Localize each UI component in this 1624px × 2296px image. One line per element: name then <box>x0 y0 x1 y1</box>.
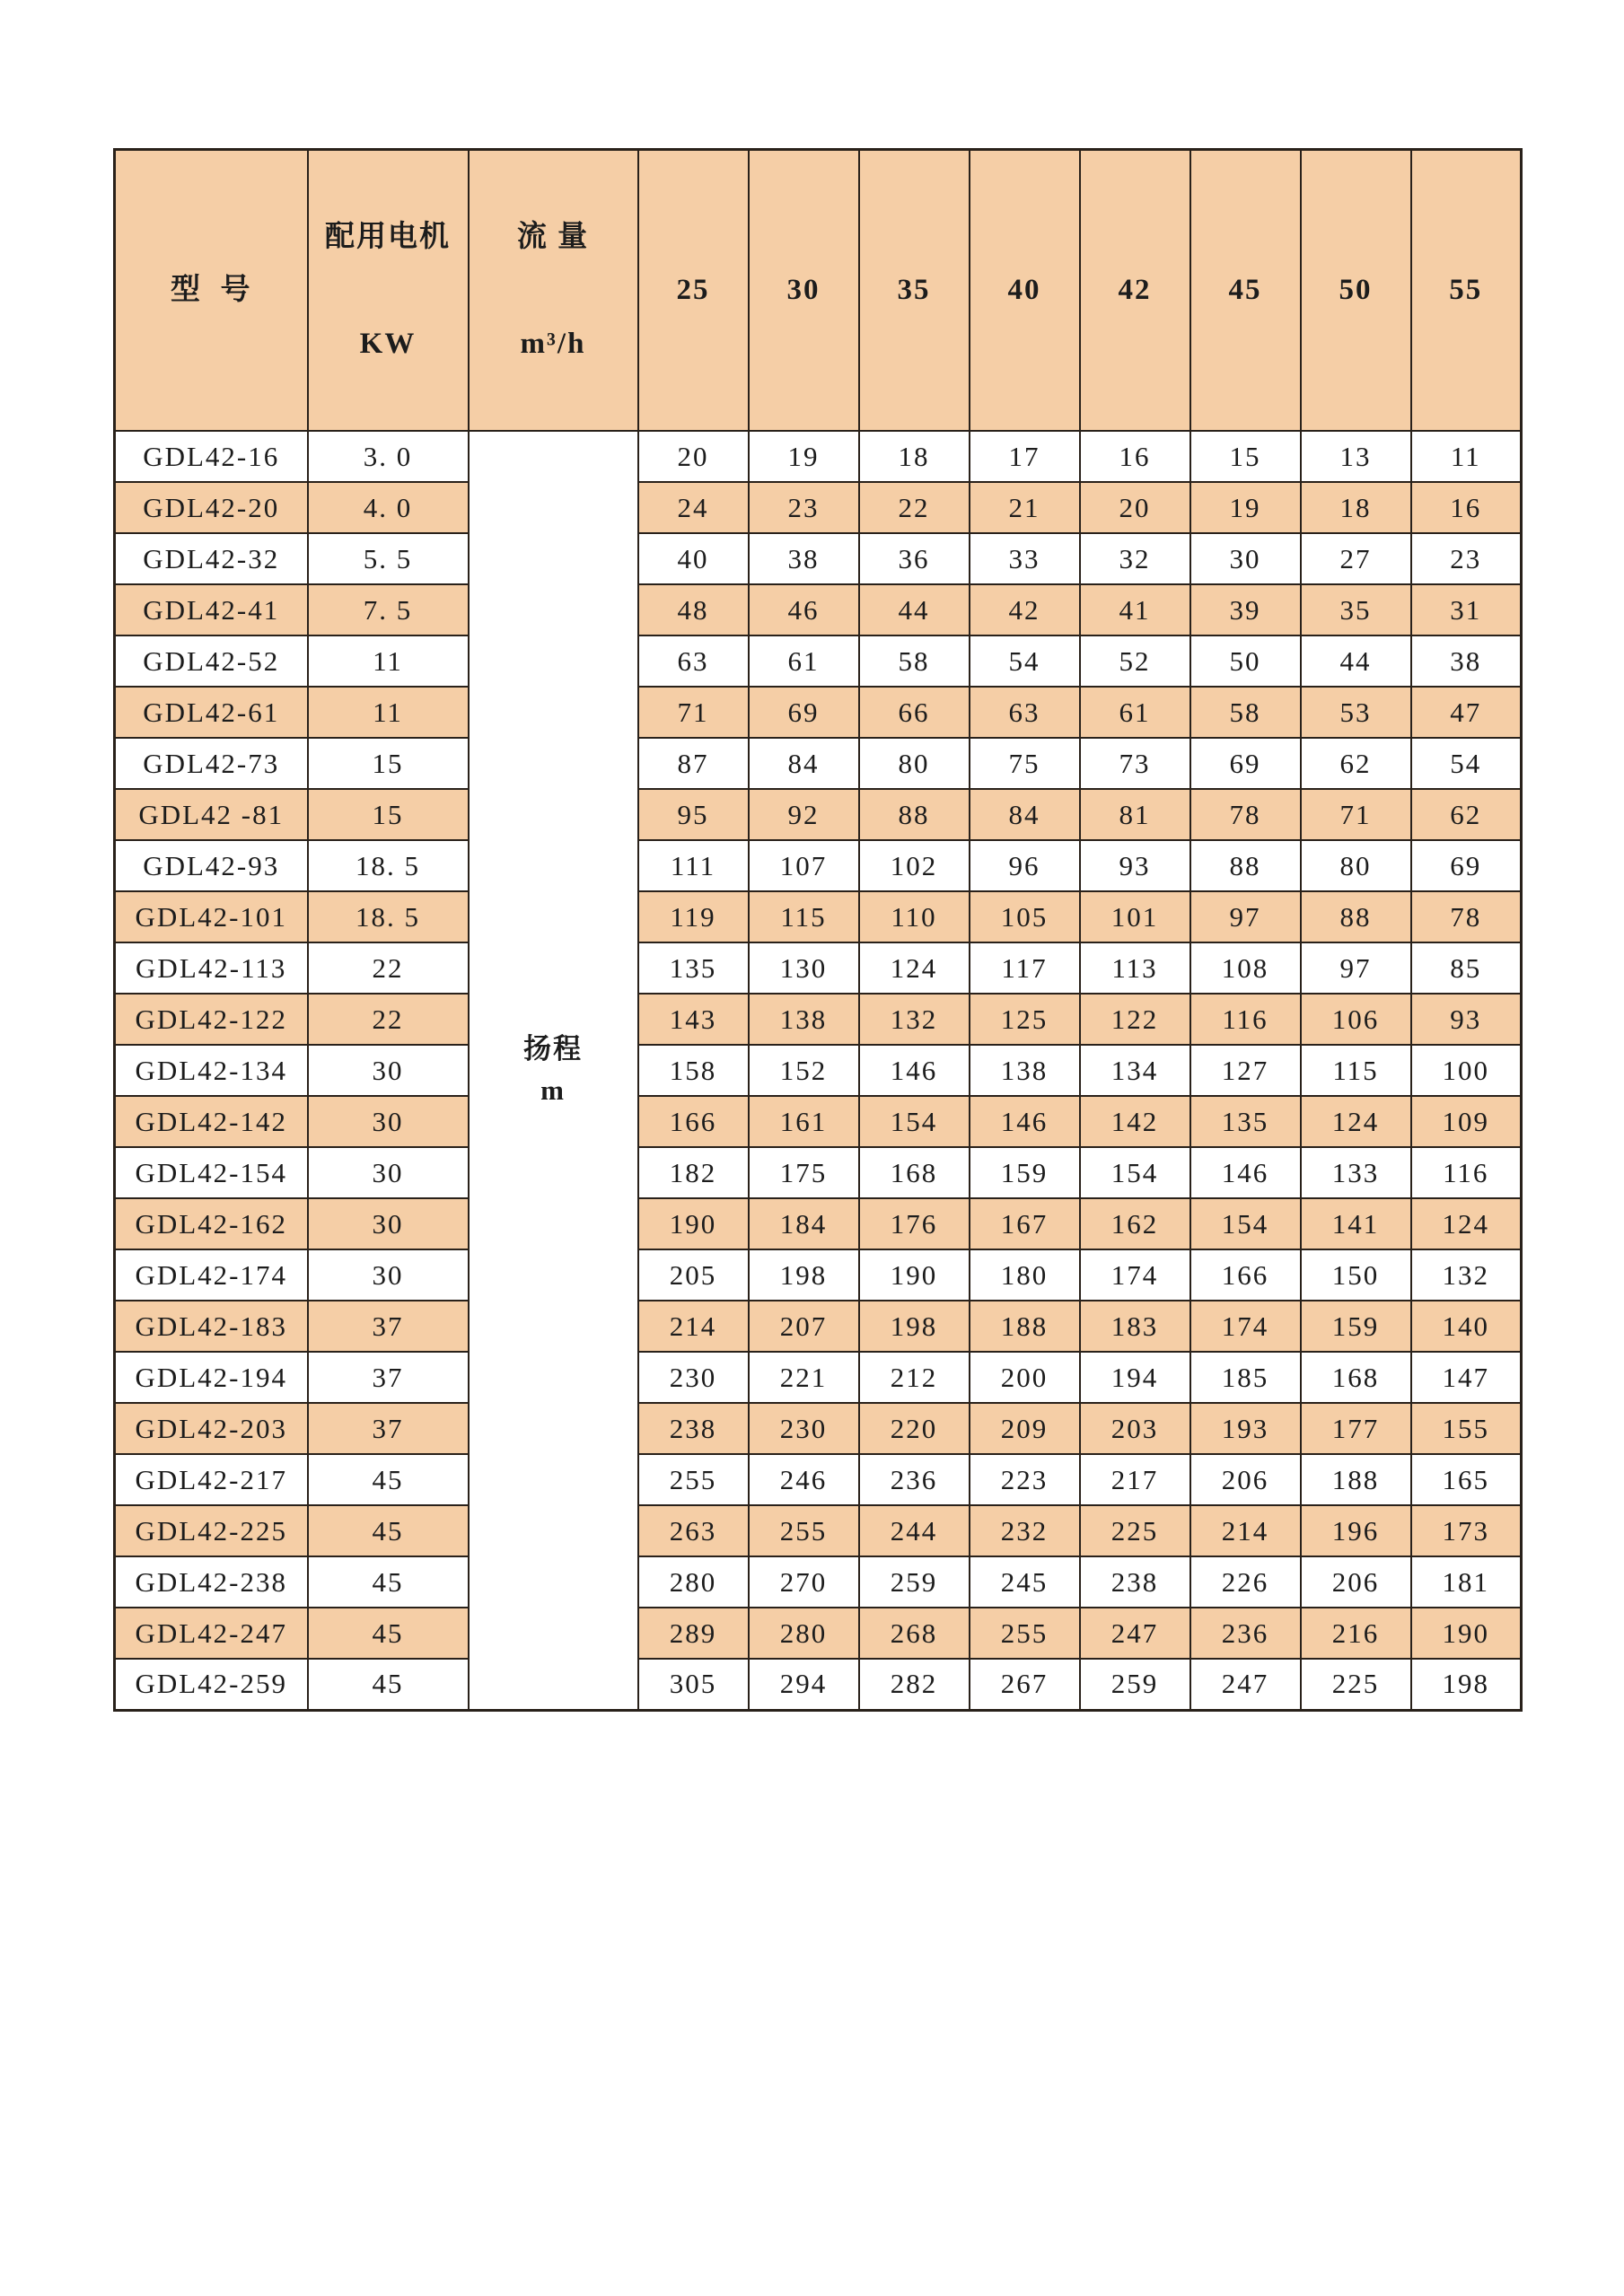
head-unit-merged-cell <box>469 431 638 1710</box>
head-value-cell: 113 <box>1080 942 1190 994</box>
model-cell: GDL42-113 <box>115 942 308 994</box>
head-value-cell: 71 <box>1301 789 1411 840</box>
table-row <box>115 942 1522 994</box>
head-value-cell: 88 <box>859 789 970 840</box>
head-value-cell: 38 <box>749 533 859 584</box>
head-value-cell: 40 <box>638 533 749 584</box>
head-value-cell: 30 <box>1190 533 1301 584</box>
head-value-cell: 220 <box>859 1403 970 1454</box>
head-value-cell: 305 <box>638 1659 749 1710</box>
head-value-cell: 19 <box>749 431 859 482</box>
model-cell: GDL42-41 <box>115 584 308 635</box>
head-value-cell: 81 <box>1080 789 1190 840</box>
motor-kw-cell: 15 <box>308 738 469 789</box>
model-cell: GDL42-32 <box>115 533 308 584</box>
head-unit: m <box>540 1074 566 1107</box>
head-value-cell: 58 <box>1190 687 1301 738</box>
motor-kw-cell: 30 <box>308 1096 469 1147</box>
head-value-cell: 125 <box>970 994 1080 1045</box>
model-header-label: 型 号 <box>171 274 252 307</box>
head-value-cell: 280 <box>638 1556 749 1608</box>
head-value-cell: 175 <box>749 1147 859 1198</box>
model-cell: GDL42-162 <box>115 1198 308 1249</box>
head-value-cell: 52 <box>1080 635 1190 687</box>
flow-rate-header-cell: 35 <box>859 150 970 432</box>
flow-rate-header-cell: 50 <box>1301 150 1411 432</box>
head-value-cell: 111 <box>638 840 749 891</box>
head-value-cell: 190 <box>1411 1608 1522 1659</box>
head-value-cell: 280 <box>749 1608 859 1659</box>
head-value-cell: 54 <box>970 635 1080 687</box>
head-value-cell: 95 <box>638 789 749 840</box>
head-value-cell: 13 <box>1301 431 1411 482</box>
motor-kw-cell: 3. 0 <box>308 431 469 482</box>
head-value-cell: 173 <box>1411 1505 1522 1556</box>
head-value-cell: 130 <box>749 942 859 994</box>
head-value-cell: 168 <box>859 1147 970 1198</box>
head-value-cell: 289 <box>638 1608 749 1659</box>
motor-kw-cell: 30 <box>308 1147 469 1198</box>
head-value-cell: 24 <box>638 482 749 533</box>
head-value-cell: 132 <box>1411 1249 1522 1301</box>
head-value-cell: 124 <box>859 942 970 994</box>
head-value-cell: 138 <box>970 1045 1080 1096</box>
head-value-cell: 133 <box>1301 1147 1411 1198</box>
head-value-cell: 127 <box>1190 1045 1301 1096</box>
motor-header-label: 配用电机 <box>325 221 451 253</box>
head-value-cell: 230 <box>638 1352 749 1403</box>
head-value-cell: 174 <box>1190 1301 1301 1352</box>
flow-rate-header-cell: 45 <box>1190 150 1301 432</box>
head-value-cell: 88 <box>1301 891 1411 942</box>
motor-kw-cell: 11 <box>308 687 469 738</box>
motor-kw-cell: 45 <box>308 1659 469 1710</box>
head-value-cell: 176 <box>859 1198 970 1249</box>
head-value-cell: 255 <box>638 1454 749 1505</box>
head-value-cell: 142 <box>1080 1096 1190 1147</box>
head-value-cell: 236 <box>1190 1608 1301 1659</box>
motor-kw-cell: 30 <box>308 1198 469 1249</box>
head-value-cell: 166 <box>1190 1249 1301 1301</box>
head-value-cell: 263 <box>638 1505 749 1556</box>
head-value-cell: 107 <box>749 840 859 891</box>
head-value-cell: 105 <box>970 891 1080 942</box>
head-value-cell: 147 <box>1411 1352 1522 1403</box>
head-value-cell: 166 <box>638 1096 749 1147</box>
table-row <box>115 1403 1522 1454</box>
head-value-cell: 116 <box>1411 1147 1522 1198</box>
model-cell: GDL42-259 <box>115 1659 308 1710</box>
model-cell: GDL42-134 <box>115 1045 308 1096</box>
head-value-cell: 141 <box>1301 1198 1411 1249</box>
table-row <box>115 1505 1522 1556</box>
flow-rate-header-cell: 25 <box>638 150 749 432</box>
head-value-cell: 62 <box>1411 789 1522 840</box>
head-value-cell: 255 <box>970 1608 1080 1659</box>
motor-kw-cell: 4. 0 <box>308 482 469 533</box>
header-row <box>115 150 1522 432</box>
head-value-cell: 247 <box>1080 1608 1190 1659</box>
motor-kw-cell: 22 <box>308 994 469 1045</box>
motor-kw-cell: 37 <box>308 1301 469 1352</box>
model-cell: GDL42-142 <box>115 1096 308 1147</box>
head-value-cell: 188 <box>1301 1454 1411 1505</box>
head-value-cell: 63 <box>638 635 749 687</box>
table-row <box>115 891 1522 942</box>
head-value-cell: 214 <box>1190 1505 1301 1556</box>
head-value-cell: 33 <box>970 533 1080 584</box>
head-value-cell: 124 <box>1411 1198 1522 1249</box>
head-value-cell: 185 <box>1190 1352 1301 1403</box>
model-cell: GDL42-93 <box>115 840 308 891</box>
head-value-cell: 87 <box>638 738 749 789</box>
head-value-cell: 162 <box>1080 1198 1190 1249</box>
head-value-cell: 268 <box>859 1608 970 1659</box>
head-value-cell: 69 <box>1190 738 1301 789</box>
head-value-cell: 15 <box>1190 431 1301 482</box>
head-value-cell: 75 <box>970 738 1080 789</box>
head-value-cell: 100 <box>1411 1045 1522 1096</box>
flow-rate-header-cell: 42 <box>1080 150 1190 432</box>
head-value-cell: 85 <box>1411 942 1522 994</box>
motor-kw-cell: 5. 5 <box>308 533 469 584</box>
head-value-cell: 11 <box>1411 431 1522 482</box>
head-value-cell: 206 <box>1190 1454 1301 1505</box>
head-label: 扬程 <box>523 1032 583 1065</box>
motor-kw-cell: 45 <box>308 1454 469 1505</box>
head-value-cell: 61 <box>749 635 859 687</box>
head-value-cell: 146 <box>859 1045 970 1096</box>
head-value-cell: 245 <box>970 1556 1080 1608</box>
head-value-cell: 92 <box>749 789 859 840</box>
head-value-cell: 80 <box>1301 840 1411 891</box>
head-value-cell: 84 <box>970 789 1080 840</box>
head-value-cell: 196 <box>1301 1505 1411 1556</box>
head-value-cell: 205 <box>638 1249 749 1301</box>
head-value-cell: 117 <box>970 942 1080 994</box>
head-value-cell: 246 <box>749 1454 859 1505</box>
table-row <box>115 584 1522 635</box>
head-value-cell: 110 <box>859 891 970 942</box>
motor-kw-cell: 15 <box>308 789 469 840</box>
head-value-cell: 20 <box>638 431 749 482</box>
flow-rate-header-cell: 40 <box>970 150 1080 432</box>
head-value-cell: 212 <box>859 1352 970 1403</box>
head-value-cell: 165 <box>1411 1454 1522 1505</box>
table-row <box>115 482 1522 533</box>
head-value-cell: 71 <box>638 687 749 738</box>
head-value-cell: 69 <box>1411 840 1522 891</box>
head-value-cell: 236 <box>859 1454 970 1505</box>
head-value-cell: 135 <box>1190 1096 1301 1147</box>
head-value-cell: 27 <box>1301 533 1411 584</box>
head-value-cell: 109 <box>1411 1096 1522 1147</box>
model-cell: GDL42-52 <box>115 635 308 687</box>
head-value-cell: 119 <box>638 891 749 942</box>
head-value-cell: 78 <box>1411 891 1522 942</box>
table-row <box>115 431 1522 482</box>
head-value-cell: 32 <box>1080 533 1190 584</box>
table-row <box>115 687 1522 738</box>
motor-kw-cell: 22 <box>308 942 469 994</box>
head-value-cell: 61 <box>1080 687 1190 738</box>
model-cell: GDL42-247 <box>115 1608 308 1659</box>
head-value-cell: 84 <box>749 738 859 789</box>
head-value-cell: 23 <box>1411 533 1522 584</box>
head-value-cell: 209 <box>970 1403 1080 1454</box>
head-value-cell: 146 <box>970 1096 1080 1147</box>
head-value-cell: 63 <box>970 687 1080 738</box>
table-row <box>115 1045 1522 1096</box>
model-column-header <box>115 150 308 432</box>
head-value-cell: 78 <box>1190 789 1301 840</box>
motor-kw-cell: 7. 5 <box>308 584 469 635</box>
head-value-cell: 230 <box>749 1403 859 1454</box>
head-value-cell: 159 <box>1301 1301 1411 1352</box>
head-value-cell: 188 <box>970 1301 1080 1352</box>
table-row <box>115 994 1522 1045</box>
head-value-cell: 36 <box>859 533 970 584</box>
head-value-cell: 42 <box>970 584 1080 635</box>
head-value-cell: 102 <box>859 840 970 891</box>
head-value-cell: 203 <box>1080 1403 1190 1454</box>
motor-kw-cell: 37 <box>308 1352 469 1403</box>
head-value-cell: 101 <box>1080 891 1190 942</box>
model-cell: GDL42-16 <box>115 431 308 482</box>
head-value-cell: 93 <box>1411 994 1522 1045</box>
head-value-cell: 155 <box>1411 1403 1522 1454</box>
head-value-cell: 97 <box>1301 942 1411 994</box>
head-value-cell: 183 <box>1080 1301 1190 1352</box>
motor-column-header <box>308 150 469 432</box>
motor-kw-cell: 37 <box>308 1403 469 1454</box>
head-value-cell: 244 <box>859 1505 970 1556</box>
model-cell: GDL42-154 <box>115 1147 308 1198</box>
head-value-cell: 255 <box>749 1505 859 1556</box>
head-value-cell: 18 <box>859 431 970 482</box>
motor-kw-cell: 45 <box>308 1505 469 1556</box>
head-value-cell: 140 <box>1411 1301 1522 1352</box>
head-value-cell: 115 <box>1301 1045 1411 1096</box>
head-value-cell: 259 <box>859 1556 970 1608</box>
head-value-cell: 62 <box>1301 738 1411 789</box>
head-value-cell: 174 <box>1080 1249 1190 1301</box>
head-value-cell: 44 <box>1301 635 1411 687</box>
head-value-cell: 66 <box>859 687 970 738</box>
head-value-cell: 23 <box>749 482 859 533</box>
model-cell: GDL42-183 <box>115 1301 308 1352</box>
head-value-cell: 124 <box>1301 1096 1411 1147</box>
head-value-cell: 16 <box>1411 482 1522 533</box>
head-value-cell: 167 <box>970 1198 1080 1249</box>
head-value-cell: 226 <box>1190 1556 1301 1608</box>
head-value-cell: 177 <box>1301 1403 1411 1454</box>
head-value-cell: 190 <box>859 1249 970 1301</box>
model-cell: GDL42-203 <box>115 1403 308 1454</box>
head-value-cell: 97 <box>1190 891 1301 942</box>
head-value-cell: 200 <box>970 1352 1080 1403</box>
head-value-cell: 193 <box>1190 1403 1301 1454</box>
flow-column-header <box>469 150 638 432</box>
head-value-cell: 106 <box>1301 994 1411 1045</box>
head-value-cell: 181 <box>1411 1556 1522 1608</box>
head-value-cell: 225 <box>1080 1505 1190 1556</box>
model-cell: GDL42-61 <box>115 687 308 738</box>
motor-header-unit: KW <box>359 327 417 360</box>
head-value-cell: 39 <box>1190 584 1301 635</box>
head-value-cell: 282 <box>859 1659 970 1710</box>
head-value-cell: 154 <box>1080 1147 1190 1198</box>
model-cell: GDL42-122 <box>115 994 308 1045</box>
model-cell: GDL42-217 <box>115 1454 308 1505</box>
head-value-cell: 225 <box>1301 1659 1411 1710</box>
head-value-cell: 161 <box>749 1096 859 1147</box>
head-value-cell: 190 <box>638 1198 749 1249</box>
table-body <box>115 431 1522 1710</box>
head-value-cell: 207 <box>749 1301 859 1352</box>
head-value-cell: 198 <box>859 1301 970 1352</box>
model-cell: GDL42-174 <box>115 1249 308 1301</box>
head-value-cell: 73 <box>1080 738 1190 789</box>
head-value-cell: 93 <box>1080 840 1190 891</box>
head-value-cell: 108 <box>1190 942 1301 994</box>
head-value-cell: 214 <box>638 1301 749 1352</box>
head-value-cell: 53 <box>1301 687 1411 738</box>
head-value-cell: 259 <box>1080 1659 1190 1710</box>
motor-kw-cell: 11 <box>308 635 469 687</box>
model-cell: GDL42-73 <box>115 738 308 789</box>
model-cell: GDL42-20 <box>115 482 308 533</box>
head-value-cell: 216 <box>1301 1608 1411 1659</box>
table-row <box>115 1198 1522 1249</box>
head-value-cell: 267 <box>970 1659 1080 1710</box>
head-value-cell: 221 <box>749 1352 859 1403</box>
head-value-cell: 132 <box>859 994 970 1045</box>
head-value-cell: 80 <box>859 738 970 789</box>
head-value-cell: 184 <box>749 1198 859 1249</box>
head-value-cell: 116 <box>1190 994 1301 1045</box>
head-value-cell: 135 <box>638 942 749 994</box>
head-value-cell: 158 <box>638 1045 749 1096</box>
table-row <box>115 635 1522 687</box>
motor-kw-cell: 45 <box>308 1556 469 1608</box>
head-value-cell: 35 <box>1301 584 1411 635</box>
table-row <box>115 738 1522 789</box>
head-value-cell: 138 <box>749 994 859 1045</box>
head-value-cell: 47 <box>1411 687 1522 738</box>
table-row <box>115 1352 1522 1403</box>
motor-kw-cell: 18. 5 <box>308 891 469 942</box>
table-row <box>115 1454 1522 1505</box>
head-value-cell: 31 <box>1411 584 1522 635</box>
head-value-cell: 18 <box>1301 482 1411 533</box>
model-cell: GDL42-101 <box>115 891 308 942</box>
table-row <box>115 1249 1522 1301</box>
head-value-cell: 194 <box>1080 1352 1190 1403</box>
motor-kw-cell: 18. 5 <box>308 840 469 891</box>
head-value-cell: 150 <box>1301 1249 1411 1301</box>
table-row <box>115 1147 1522 1198</box>
head-value-cell: 247 <box>1190 1659 1301 1710</box>
head-value-cell: 21 <box>970 482 1080 533</box>
head-value-cell: 159 <box>970 1147 1080 1198</box>
head-value-cell: 206 <box>1301 1556 1411 1608</box>
head-value-cell: 152 <box>749 1045 859 1096</box>
head-value-cell: 44 <box>859 584 970 635</box>
head-value-cell: 46 <box>749 584 859 635</box>
head-value-cell: 238 <box>638 1403 749 1454</box>
flow-rate-header-cell: 30 <box>749 150 859 432</box>
head-value-cell: 217 <box>1080 1454 1190 1505</box>
head-value-cell: 182 <box>638 1147 749 1198</box>
model-cell: GDL42 -81 <box>115 789 308 840</box>
head-value-cell: 96 <box>970 840 1080 891</box>
head-value-cell: 50 <box>1190 635 1301 687</box>
head-value-cell: 180 <box>970 1249 1080 1301</box>
model-cell: GDL42-238 <box>115 1556 308 1608</box>
head-value-cell: 232 <box>970 1505 1080 1556</box>
head-value-cell: 198 <box>749 1249 859 1301</box>
motor-kw-cell: 30 <box>308 1249 469 1301</box>
table-row <box>115 840 1522 891</box>
head-value-cell: 16 <box>1080 431 1190 482</box>
pump-spec-table <box>113 148 1523 1712</box>
head-value-cell: 223 <box>970 1454 1080 1505</box>
flow-header-unit: m³/h <box>520 327 586 360</box>
head-value-cell: 69 <box>749 687 859 738</box>
head-value-cell: 58 <box>859 635 970 687</box>
table-row <box>115 1659 1522 1710</box>
model-cell: GDL42-225 <box>115 1505 308 1556</box>
head-value-cell: 146 <box>1190 1147 1301 1198</box>
motor-kw-cell: 45 <box>308 1608 469 1659</box>
table-row <box>115 1301 1522 1352</box>
head-value-cell: 17 <box>970 431 1080 482</box>
head-value-cell: 134 <box>1080 1045 1190 1096</box>
head-value-cell: 143 <box>638 994 749 1045</box>
table-row <box>115 533 1522 584</box>
head-value-cell: 22 <box>859 482 970 533</box>
head-value-cell: 168 <box>1301 1352 1411 1403</box>
model-cell: GDL42-194 <box>115 1352 308 1403</box>
head-value-cell: 115 <box>749 891 859 942</box>
head-value-cell: 20 <box>1080 482 1190 533</box>
head-value-cell: 38 <box>1411 635 1522 687</box>
table-row <box>115 1556 1522 1608</box>
table-row <box>115 1096 1522 1147</box>
head-value-cell: 88 <box>1190 840 1301 891</box>
table-row <box>115 789 1522 840</box>
flow-rate-header-cell: 55 <box>1411 150 1522 432</box>
table-row <box>115 1608 1522 1659</box>
head-value-cell: 270 <box>749 1556 859 1608</box>
head-value-cell: 48 <box>638 584 749 635</box>
head-value-cell: 294 <box>749 1659 859 1710</box>
head-value-cell: 19 <box>1190 482 1301 533</box>
head-value-cell: 198 <box>1411 1659 1522 1710</box>
flow-header-label: 流 量 <box>516 221 590 253</box>
head-value-cell: 154 <box>859 1096 970 1147</box>
head-value-cell: 54 <box>1411 738 1522 789</box>
head-value-cell: 41 <box>1080 584 1190 635</box>
head-value-cell: 154 <box>1190 1198 1301 1249</box>
head-value-cell: 238 <box>1080 1556 1190 1608</box>
motor-kw-cell: 30 <box>308 1045 469 1096</box>
head-value-cell: 122 <box>1080 994 1190 1045</box>
